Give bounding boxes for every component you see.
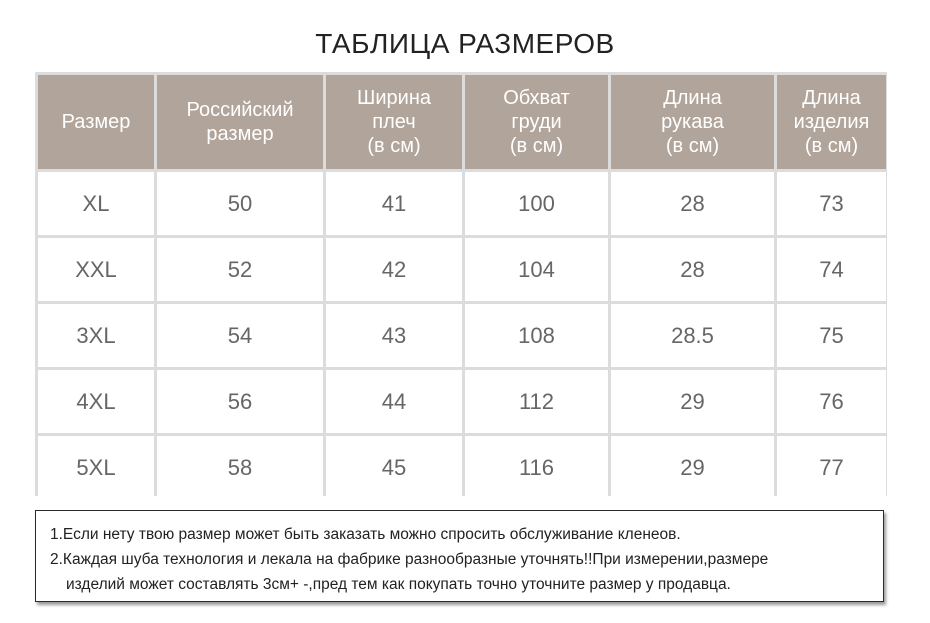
cell-size: 5XL: [38, 436, 154, 499]
notes-box: [35, 510, 884, 602]
table-row: [38, 304, 886, 367]
cell-garment-length: 77: [777, 436, 886, 499]
cell-russian-size: 58: [157, 436, 323, 499]
note-line-1: 1.Если нету твою размер может быть заказать можно спросить обслуживание кленеов.: [50, 526, 681, 543]
cell-shoulder-width: 41: [326, 172, 462, 235]
cell-sleeve-length: 28.5: [611, 304, 774, 367]
cell-russian-size: 52: [157, 238, 323, 301]
page-title: ТАБЛИЦА РАЗМЕРОВ: [315, 28, 615, 59]
size-table-container: [35, 72, 887, 496]
cell-size: 3XL: [38, 304, 154, 367]
cell-russian-size: 50: [157, 172, 323, 235]
cell-russian-size: 54: [157, 304, 323, 367]
note-line-3: изделий может составлять 3см+ -,пред тем как покупать точно уточните размер у продавца.: [66, 576, 731, 593]
header-row: [38, 75, 886, 169]
header-size: Размер: [38, 75, 154, 169]
cell-garment-length: 74: [777, 238, 886, 301]
cell-chest: 112: [465, 370, 608, 433]
header-chest: Обхват груди (в см): [465, 75, 608, 169]
cell-sleeve-length: 28: [611, 238, 774, 301]
table-row: [38, 172, 886, 235]
header-sleeve-length: Длина рукава (в см): [611, 75, 774, 169]
cell-garment-length: 73: [777, 172, 886, 235]
cell-chest: 116: [465, 436, 608, 499]
table-row: [38, 238, 886, 301]
cell-garment-length: 76: [777, 370, 886, 433]
cell-sleeve-length: 28: [611, 172, 774, 235]
cell-size: 4XL: [38, 370, 154, 433]
cell-size: XXL: [38, 238, 154, 301]
cell-chest: 104: [465, 238, 608, 301]
table-row: [38, 370, 886, 433]
table-row: [38, 436, 886, 499]
header-russian-size: Российский размер: [157, 75, 323, 169]
note-line-2: 2.Каждая шуба технология и лекала на фабрике разнообразные уточнять!!При измерении,размере: [50, 551, 769, 568]
cell-garment-length: 75: [777, 304, 886, 367]
header-garment-length: Длина изделия (в см): [777, 75, 886, 169]
cell-shoulder-width: 44: [326, 370, 462, 433]
cell-sleeve-length: 29: [611, 436, 774, 499]
cell-size: XL: [38, 172, 154, 235]
size-table: [35, 72, 889, 502]
cell-shoulder-width: 42: [326, 238, 462, 301]
cell-sleeve-length: 29: [611, 370, 774, 433]
header-shoulder-width: Ширина плеч (в см): [326, 75, 462, 169]
cell-russian-size: 56: [157, 370, 323, 433]
cell-chest: 108: [465, 304, 608, 367]
cell-shoulder-width: 45: [326, 436, 462, 499]
cell-shoulder-width: 43: [326, 304, 462, 367]
cell-chest: 100: [465, 172, 608, 235]
